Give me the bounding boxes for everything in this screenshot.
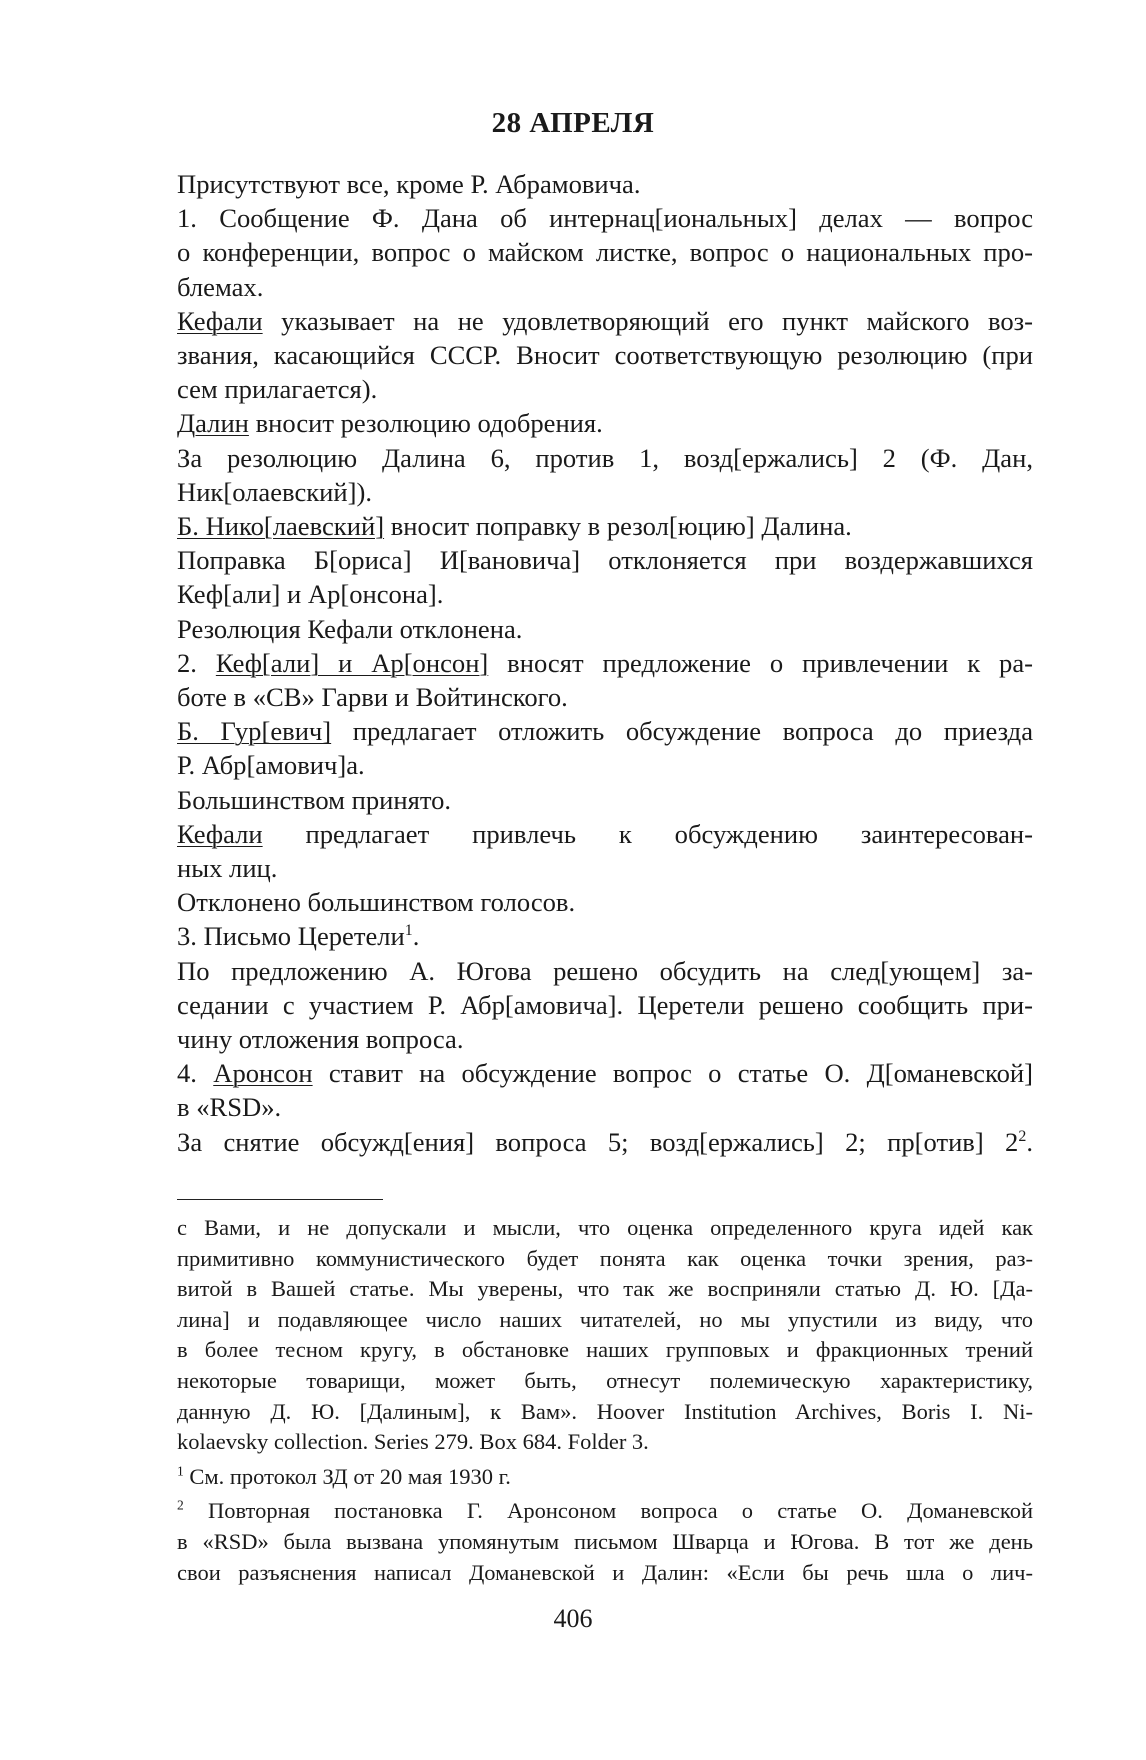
footnote-line xyxy=(177,1527,1033,1558)
footnote-marker: 1 xyxy=(404,922,413,940)
text-line xyxy=(177,612,1033,646)
text-run: Р. Абр[амович]а. xyxy=(177,750,365,781)
text-line xyxy=(177,372,1033,406)
text-line xyxy=(177,748,1033,782)
underlined-name: Кеф[али] и Ар[онсон] xyxy=(215,647,489,678)
text-line xyxy=(177,577,1033,611)
text-run: 2. xyxy=(177,647,216,678)
text-line xyxy=(177,1056,1033,1090)
text-line xyxy=(177,851,1033,885)
text-run: с Вами, и не допускали и мысли, что оценка определенного круга идей как xyxy=(177,1215,1033,1240)
text-run: . xyxy=(1026,1126,1033,1157)
text-run: о конференции, вопрос о майском листке, вопрос о национальных про- xyxy=(177,237,1033,268)
text-line xyxy=(177,509,1033,543)
footnote-line xyxy=(177,1213,1033,1244)
text-line xyxy=(177,646,1033,680)
text-line xyxy=(177,1125,1033,1159)
underlined-name: Аронсон xyxy=(213,1058,313,1089)
text-run: некоторые товарищи, может быть, отнесут полемическую характеристику, xyxy=(177,1367,1033,1393)
text-line xyxy=(177,988,1033,1022)
text-run: вносит поправку в резол[юцию] Далина. xyxy=(384,511,852,542)
footnote-line xyxy=(177,1558,1033,1589)
text-line xyxy=(177,235,1033,269)
underlined-name: Кефали xyxy=(177,305,263,336)
text-run: вносят предложение о привлечении к ра- xyxy=(488,647,1033,678)
text-run: Поправка Б[ориса] И[вановича] отклоняется при воздержавшихся xyxy=(177,545,1033,576)
underlined-name: Кефали xyxy=(177,818,263,849)
text-run: Резолюция Кефали отклонена. xyxy=(177,613,523,644)
text-line xyxy=(177,783,1033,817)
text-run: За снятие обсужд[ения] вопроса 5; возд[ержались] 2; пр[отив] 2 xyxy=(177,1126,1019,1157)
footnote-line xyxy=(177,1305,1033,1336)
text-run: ставит на обсуждение вопрос о статье О. Д[оманевской] xyxy=(312,1058,1034,1089)
text-run: Большинством принято. xyxy=(177,784,452,815)
footnotes xyxy=(177,1213,1033,1588)
text-line xyxy=(177,919,1033,953)
text-line xyxy=(177,680,1033,714)
text-line xyxy=(177,201,1033,235)
text-run: 3. Письмо Церетели xyxy=(177,921,405,952)
text-run: См. протокол ЗД от 20 мая 1930 г. xyxy=(183,1463,511,1489)
footnote-line xyxy=(177,1427,1033,1458)
text-run: Присутствуют все, кроме Р. Абрамовича. xyxy=(177,169,641,199)
page-heading: 28 АПРЕЛЯ xyxy=(491,107,655,139)
text-run: примитивно коммунистического будет понята как оценка точки зрения, раз- xyxy=(177,1245,1033,1271)
text-run: вносит резолюцию одобрения. xyxy=(248,408,603,439)
text-run: витой в Вашей статье. Мы уверены, что так же восприняли статью Д. Ю. [Да- xyxy=(177,1276,1033,1302)
text-line xyxy=(177,954,1033,988)
text-run: 1. Сообщение Ф. Дана об интернац[иональных] делах — вопрос xyxy=(177,203,1033,234)
protocol-text xyxy=(177,167,1033,1159)
text-run: Отклонено большинством голосов. xyxy=(177,887,576,918)
text-line xyxy=(177,304,1033,338)
text-run: звания, касающийся СССР. Вносит соответствующую резолюцию (при xyxy=(177,340,1033,371)
text-run: в «RSD» была вызвана упомянутым письмом Шварца и Югова. В тот же день xyxy=(177,1528,1033,1554)
underlined-name: Далин xyxy=(177,408,249,439)
text-line xyxy=(177,475,1033,509)
text-run: . xyxy=(412,921,420,952)
text-run: предлагает отложить обсуждение вопроса до приезда xyxy=(331,716,1033,747)
text-run: указывает на не удовлетворяющий его пункт майского воз- xyxy=(262,305,1033,336)
text-line xyxy=(177,817,1033,851)
underlined-name: Б. Гур[евич] xyxy=(177,716,332,747)
footnote-line xyxy=(177,1335,1033,1366)
text-run: седании с участием Р. Абр[амовича]. Церетели решено сообщить при- xyxy=(177,989,1033,1020)
text-line xyxy=(177,441,1033,475)
text-line xyxy=(177,406,1033,440)
text-line xyxy=(177,270,1033,304)
text-run: в «RSD». xyxy=(177,1092,282,1123)
text-run: свои разъяснения написал Доманевской и Далин: «Если бы речь шла о лич- xyxy=(177,1559,1033,1585)
text-run: Повторная постановка Г. Аронсоном вопроса о статье О. Доманевской xyxy=(183,1498,1033,1524)
text-run: предлагает привлечь к обсуждению заинтересован- xyxy=(262,818,1033,849)
text-run: лина] и подавляющее число наших читателей, но мы упустили из виду, что xyxy=(177,1306,1033,1332)
text-run: kolaevsky collection. Series 279. Box 684. Folder 3. xyxy=(177,1429,649,1455)
text-line xyxy=(177,167,1033,201)
footnote-marker: 2 xyxy=(177,1497,184,1513)
text-run: 4. xyxy=(177,1058,214,1089)
footnote-marker: 1 xyxy=(177,1463,184,1479)
text-line xyxy=(177,714,1033,748)
text-run: в более тесном кругу, в обстановке наших групповых и фракционных трений xyxy=(177,1337,1033,1363)
text-run: блемах. xyxy=(177,271,264,302)
text-line xyxy=(177,1022,1033,1056)
text-run: Ник[олаевский]). xyxy=(177,476,372,507)
text-line xyxy=(177,543,1033,577)
text-run: ных лиц. xyxy=(177,853,278,884)
footnote-line xyxy=(177,1397,1033,1428)
text-run: За резолюцию Далина 6, против 1, возд[ержались] 2 (Ф. Дан, xyxy=(177,442,1033,473)
text-run: чину отложения вопроса. xyxy=(177,1024,464,1055)
footnote-line xyxy=(177,1462,1033,1493)
text-run: сем прилагается). xyxy=(177,374,378,405)
text-run: По предложению А. Югова решено обсудить на след[ующем] за- xyxy=(177,955,1033,986)
underlined-name: Б. Нико[лаевский] xyxy=(177,511,385,542)
text-run: боте в «СВ» Гарви и Войтинского. xyxy=(177,682,568,713)
footnote-marker: 2 xyxy=(1018,1127,1027,1145)
page-number: 406 xyxy=(553,1604,593,1633)
text-line xyxy=(177,338,1033,372)
text-line xyxy=(177,1090,1033,1124)
footnote-separator xyxy=(177,1199,383,1200)
footnote-line xyxy=(177,1274,1033,1305)
text-line xyxy=(177,885,1033,919)
footnote-line xyxy=(177,1366,1033,1397)
footnote-line xyxy=(177,1244,1033,1275)
text-run: Кеф[али] и Ар[онсона]. xyxy=(177,579,444,610)
text-run: данную Д. Ю. [Далиным], к Вам». Hoover Institution Archives, Boris I. Ni- xyxy=(177,1398,1033,1424)
footnote-line xyxy=(177,1496,1033,1527)
